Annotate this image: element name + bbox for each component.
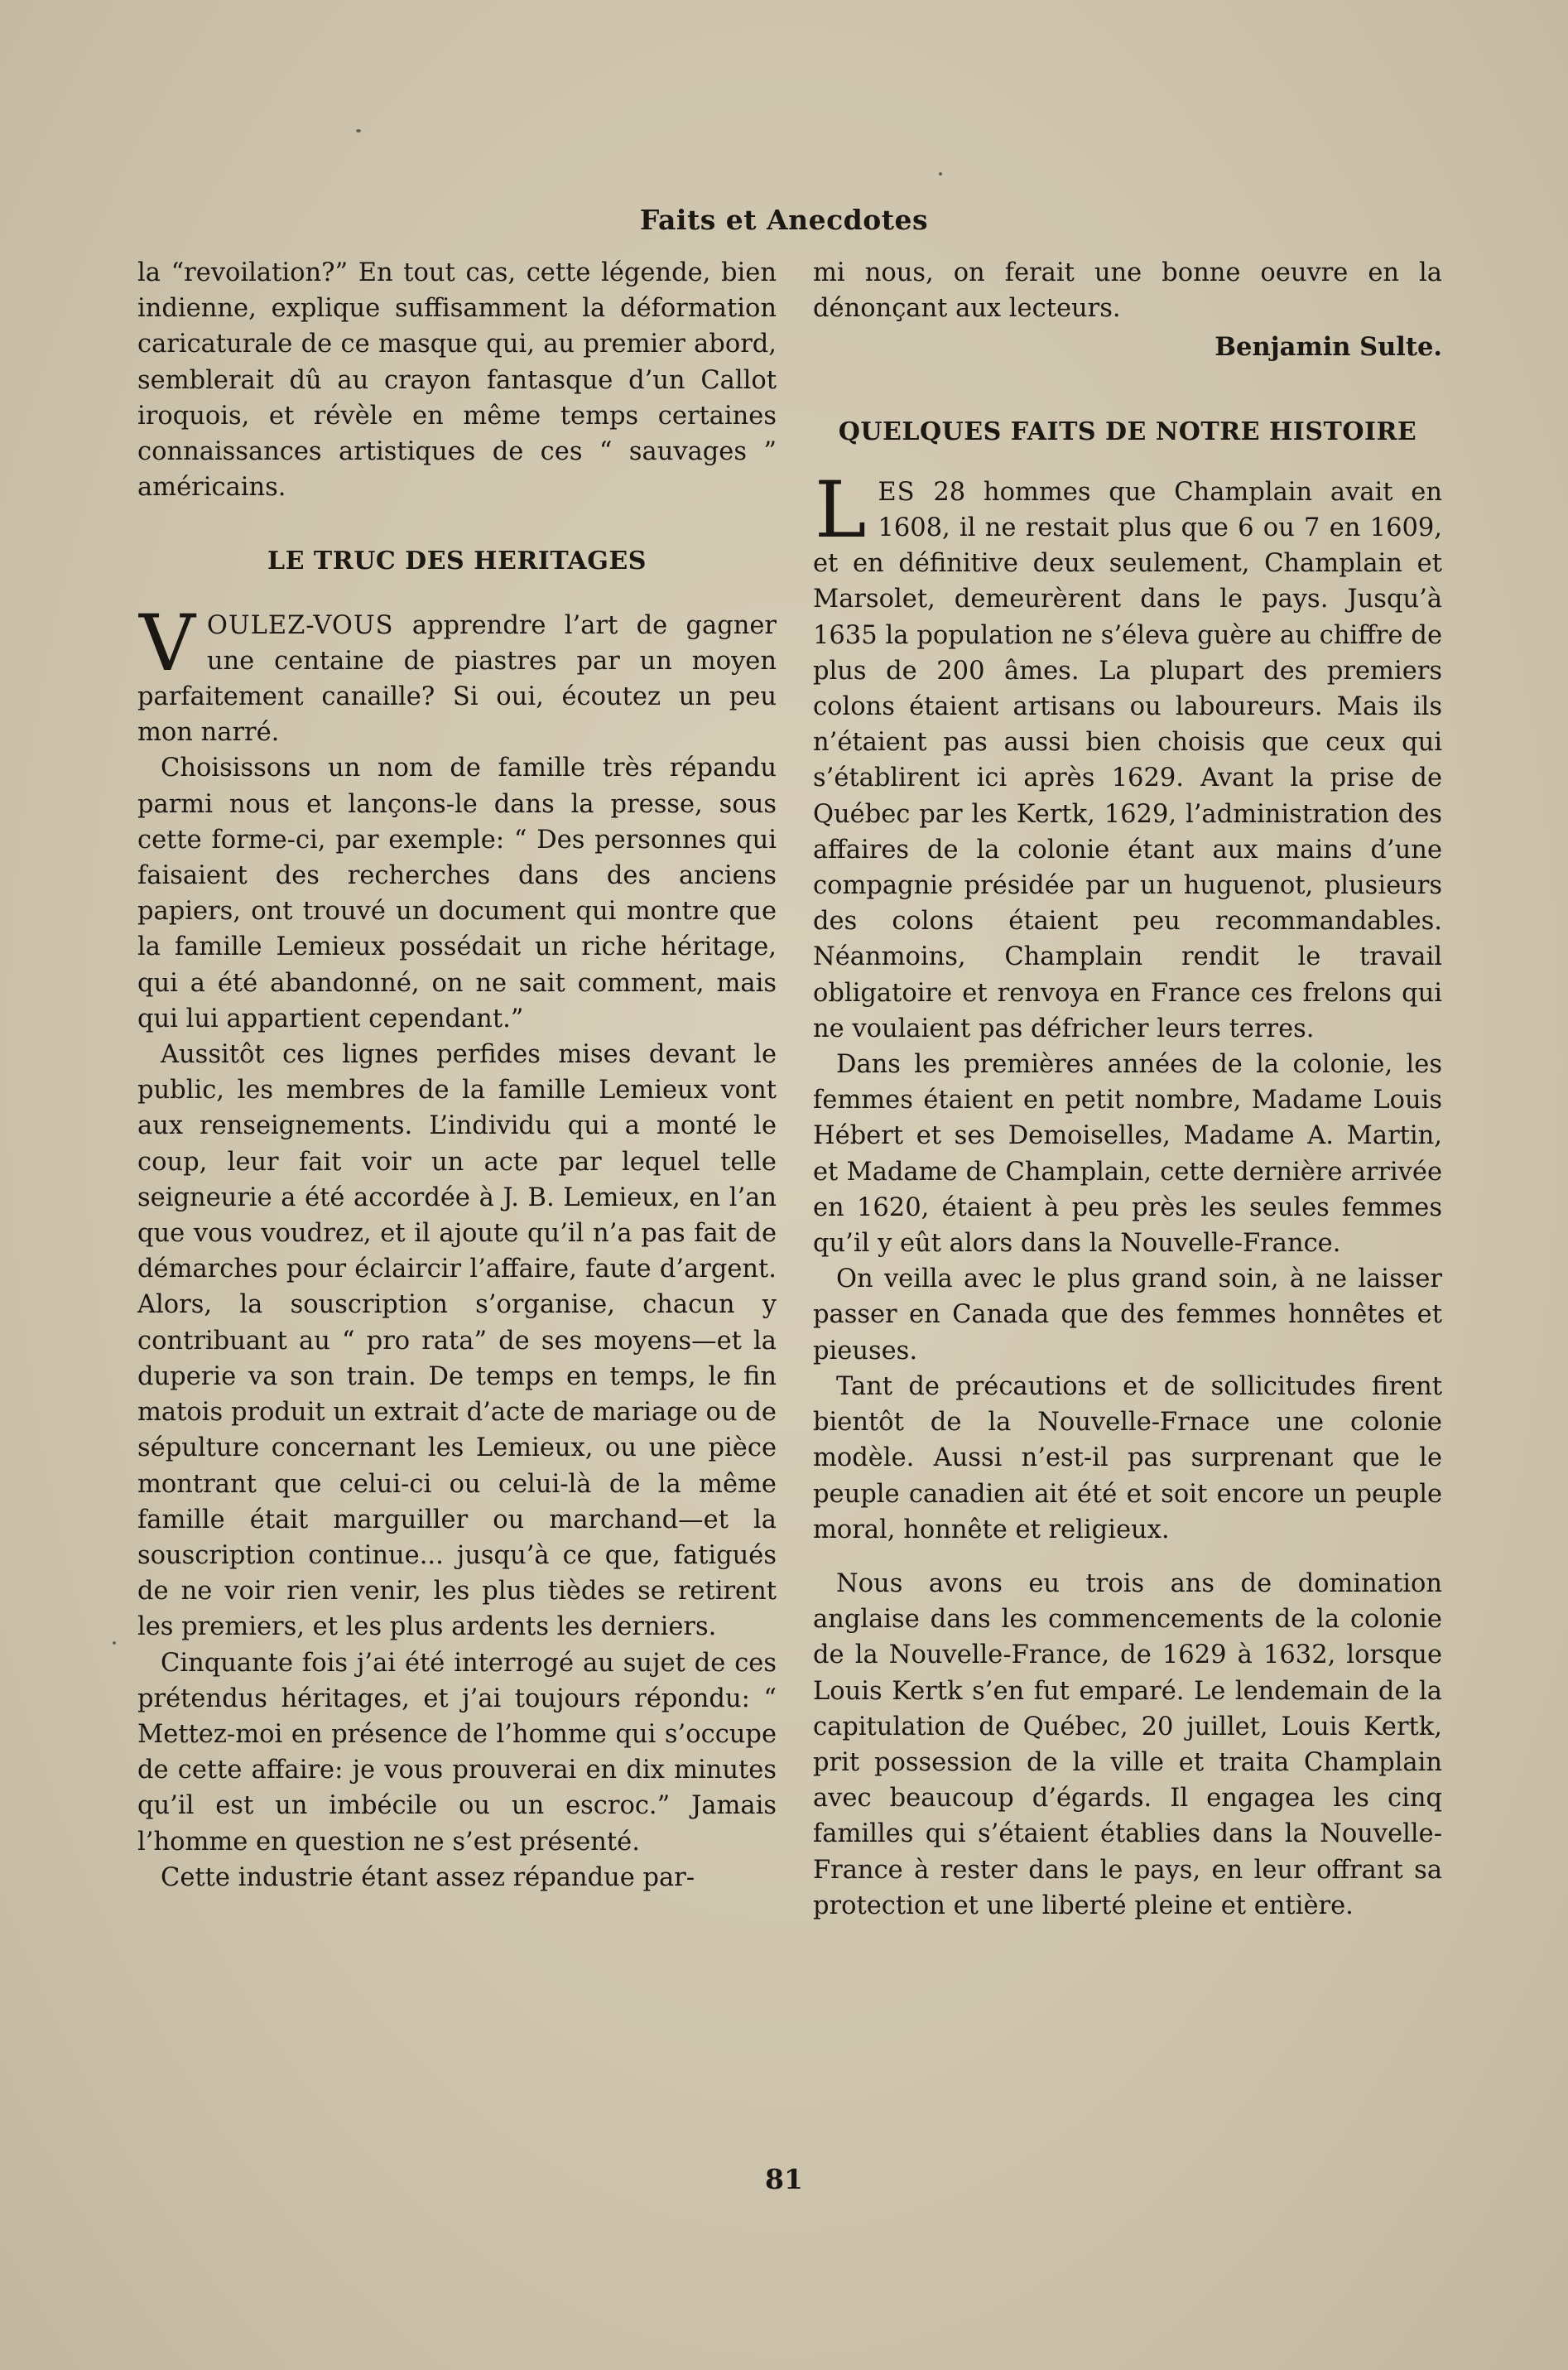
body-paragraph: Cette industrie étant assez répandue par-	[161, 1862, 695, 1892]
page-number: 81	[765, 2163, 803, 2195]
left-column	[137, 255, 777, 1896]
continuation-paragraph: mi nous, on ferait une bonne oeuvre en la dénonçant aux lecteurs.	[813, 258, 1442, 324]
opening-paragraph	[813, 465, 1442, 1047]
running-header: Faits et Anecdotes	[639, 204, 929, 236]
section-title-heritages: LE TRUC DES HERITAGES	[267, 547, 647, 576]
ink-speck	[113, 1641, 116, 1645]
opening-caps: ES	[878, 477, 916, 507]
body-paragraph: Tant de précautions et de sollicitudes firent bientôt de la Nouvelle-Frnace une colonie modèle. Aussi n’est-il pas surprenant que le peuple canadien ait été et soit encore un peuple moral, honnête et religieux.	[813, 1371, 1442, 1544]
section-title-histoire: QUELQUES FAITS DE NOTRE HISTOIRE	[838, 417, 1417, 446]
intro-paragraph: la “revoilation?” En tout cas, cette légende, bien indienne, explique suffisamment la déformation caricaturale de ce masque qui, au premier abord, semblerait dû au crayon fantasque d’un Callot iroquois, et révèle en même temps certaines connaissances artistiques de ces “ sauvages ” américains.	[137, 258, 777, 503]
opening-paragraph	[137, 598, 777, 751]
opening-text: 28 hommes que Champlain avait en 1608, il ne restait plus que 6 ou 7 en 1609, et en définitive deux seulement, Champlain et Marsolet, demeurèrent dans le pays. Jusqu’à 1635 la population ne s’éleva guère au chiffre de plus de 200 âmes. La plupart des premiers colons étaient artisans ou laboureurs. Mais ils n’étaient pas aussi bien choisis que ceux qui s’établirent ici après 1629. Avant la prise de Québec par les Kertk, 1629, l’administration des affaires de la colonie étant aux mains d’une compagnie présidée par un huguenot, plusieurs des colons étaient peu recommandables. Néanmoins, Champlain rendit le travail obligatoire et renvoya en France ces frelons qui ne voulaient pas défricher leurs terres.	[813, 477, 1442, 1043]
body-paragraph: Dans les premières années de la colonie, les femmes étaient en petit nombre, Madame Louis Hébert et ses Demoiselles, Madame A. Martin, et Madame de Champlain, cette dernière arrivée en 1620, étaient à peu près les seules femmes qu’il y eût alors dans la Nouvelle-France.	[813, 1050, 1442, 1259]
drop-cap: L	[815, 465, 867, 556]
body-paragraph: Aussitôt ces lignes perfides mises devant le public, les membres de la famille Lemieux vont aux renseignements. L’individu qui a monté le coup, leur fait voir un acte par lequel telle seigneurie a été accordée à J. B. Lemieux, en l’an que vous voudrez, et il ajoute qu’il n’a pas fait de démarches pour éclaircir l’affaire, faute d’argent. Alors, la souscription s’organise, chacun y contribuant au “ pro rata” de ses moyens—et la duperie va son train. De temps en temps, le fin matois produit un extrait d’acte de mariage ou de sépulture concernant les Lemieux, ou une pièce montrant que celui-ci ou celui-là de la même famille était marguiller ou marchand—et la souscription continue... jusqu’à ce que, fatigués de ne voir rien venir, les plus tièdes se retirent les premiers, et les plus ardents les derniers.	[137, 1040, 777, 1642]
body-paragraph: Cinquante fois j’ai été interrogé au sujet de ces prétendus héritages, et j’ai toujours répondu: “ Mettez-moi en présence de l’homme qui s’occupe de cette affaire: je vous prouverai en dix minutes qu’il est un imbécile ou un escroc.” Jamais l’homme en question ne s’est présenté.	[137, 1648, 777, 1857]
opening-caps: OULEZ-VOUS	[206, 610, 394, 640]
opening-text: apprendre l’art de gagner une centaine de piastres par un moyen parfaitement canaille? Si oui, écoutez un peu mon narré.	[137, 610, 777, 748]
author-signature: Benjamin Sulte.	[1214, 332, 1442, 363]
body-paragraph: On veilla avec le plus grand soin, à ne laisser passer en Canada que des femmes honnêtes et pieuses.	[813, 1264, 1442, 1366]
drop-cap: V	[139, 598, 195, 689]
ink-speck	[939, 172, 942, 176]
right-column	[813, 255, 1442, 1924]
body-paragraph: Choisissons un nom de famille très répandu parmi nous et lançons-le dans la presse, sous cette forme-ci, par exemple: “ Des personnes qui faisaient des recherches dans des anciens papiers, ont trouvé un document qui montre que la famille Lemieux possédait un riche héritage, qui a été abandonné, on ne sait comment, mais qui lui appartient cependant.”	[137, 754, 777, 1033]
ink-speck	[356, 129, 361, 132]
body-paragraph: Nous avons eu trois ans de domination anglaise dans les commencements de la colonie de la Nouvelle-France, de 1629 à 1632, lorsque Louis Kertk s’en fut emparé. Le lendemain de la capitulation de Québec, 20 juillet, Louis Kertk, prit possession de la ville et traita Champlain avec beaucoup d’égards. Il engagea les cinq familles qui s’étaient établies dans la Nouvelle-France à rester dans le pays, en leur offrant sa protection et une liberté pleine et entière.	[813, 1568, 1442, 1920]
